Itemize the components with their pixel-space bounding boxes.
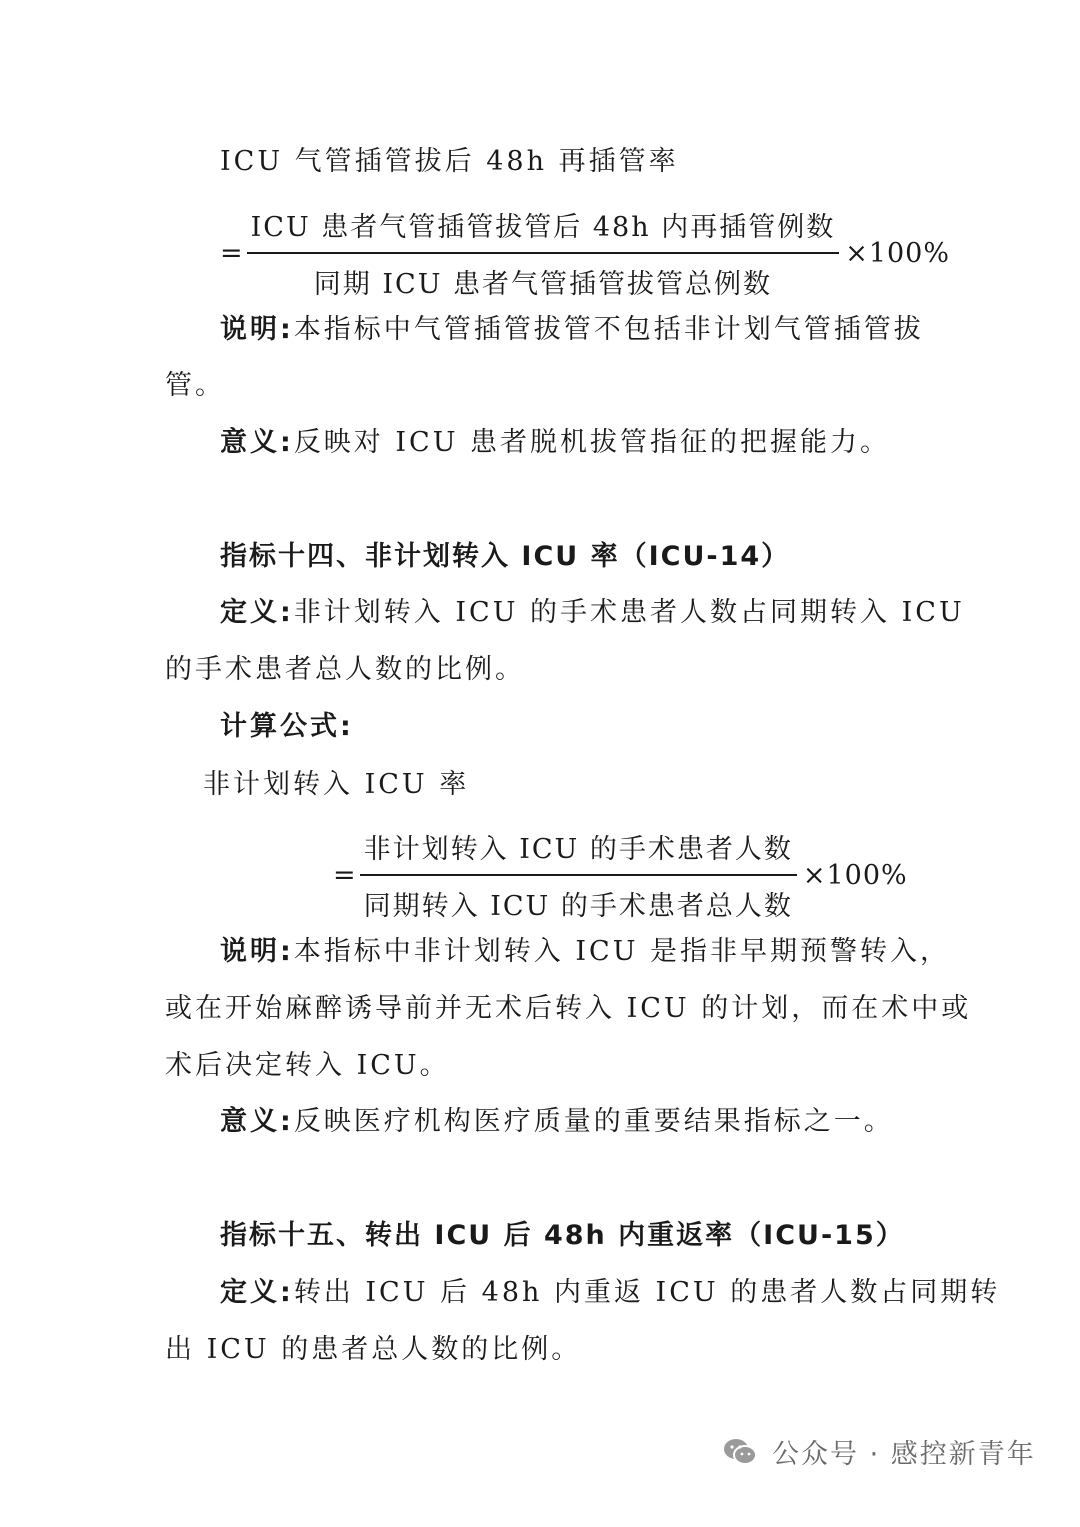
note-icu14-cont2: 术后决定转入 ICU。 <box>165 1050 450 1081</box>
definition-icu15-cont: 出 ICU 的患者总人数的比例。 <box>165 1334 582 1365</box>
definition-icu14 <box>220 599 965 626</box>
meaning-text: 反映对 ICU 患者脱机拔管指征的把握能力。 <box>293 427 891 458</box>
formula-icu14 <box>333 827 908 923</box>
formula-numerator: ICU 患者气管插管拔管后 48h 内再插管例数 <box>250 212 836 243</box>
formula-name-icu13: ICU 气管插管拔后 48h 再插管率 <box>220 146 679 177</box>
note-icu14 <box>220 938 950 965</box>
formula-multiplier: ×100% <box>845 237 951 269</box>
definition-label: 定义: <box>220 1277 294 1308</box>
watermark-text: 公众号 · 感控新青年 <box>772 1439 1036 1470</box>
formula-icu13 <box>220 205 950 301</box>
formula-denominator: 同期转入 ICU 的手术患者总人数 <box>363 891 793 922</box>
definition-icu15 <box>220 1279 1000 1306</box>
heading-icu14: 指标十四、非计划转入 ICU 率（ICU-14） <box>220 541 791 572</box>
formula-denominator: 同期 ICU 患者气管插管拔管总例数 <box>313 269 773 300</box>
calc-label-icu14: 计算公式: <box>220 711 354 742</box>
meaning-text: 反映医疗机构医疗质量的重要结果指标之一。 <box>293 1106 894 1137</box>
wechat-icon <box>722 1436 758 1468</box>
note-text: 本指标中非计划转入 ICU 是指非早期预警转入， <box>293 936 951 967</box>
note-label: 说明: <box>220 314 294 345</box>
formula-numerator: 非计划转入 ICU 的手术患者人数 <box>363 834 793 865</box>
meaning-label: 意义: <box>220 427 294 458</box>
note-text: 本指标中气管插管拔管不包括非计划气管插管拔 <box>293 314 924 345</box>
formula-name-icu14: 非计划转入 ICU 率 <box>203 769 470 800</box>
meaning-icu13 <box>220 429 890 456</box>
meaning-icu14 <box>220 1108 894 1135</box>
note-icu13-cont: 管。 <box>165 370 225 401</box>
definition-label: 定义: <box>220 597 294 628</box>
note-icu14-cont1: 或在开始麻醉诱导前并无术后转入 ICU 的计划，而在术中或 <box>165 993 972 1024</box>
note-label: 说明: <box>220 936 294 967</box>
definition-text: 非计划转入 ICU 的手术患者人数占同期转入 ICU <box>293 597 965 628</box>
formula-multiplier: ×100% <box>802 859 908 891</box>
meaning-label: 意义: <box>220 1106 294 1137</box>
note-icu13 <box>220 316 924 343</box>
watermark <box>722 1432 1036 1471</box>
equals-sign: = <box>220 237 243 269</box>
equals-sign: = <box>333 859 356 891</box>
definition-text: 转出 ICU 后 48h 内重返 ICU 的患者人数占同期转 <box>293 1277 1001 1308</box>
definition-icu14-cont: 的手术患者总人数的比例。 <box>165 654 525 685</box>
heading-icu15: 指标十五、转出 ICU 后 48h 内重返率（ICU-15） <box>220 1220 905 1251</box>
